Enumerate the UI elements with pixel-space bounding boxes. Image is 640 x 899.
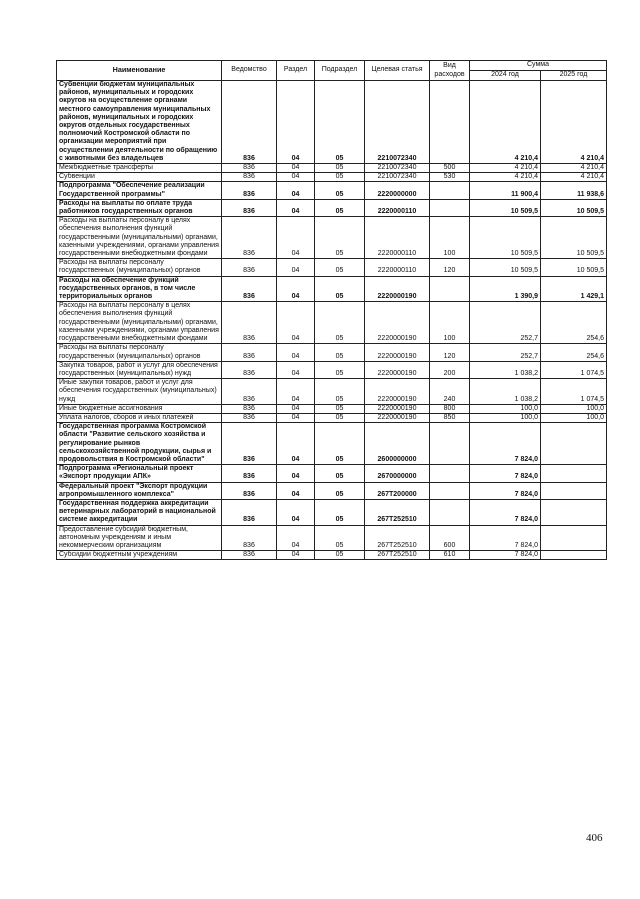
cell-razdel: 04 (277, 164, 315, 173)
cell-razdel: 04 (277, 413, 315, 422)
table-row (57, 465, 607, 482)
cell-vedomstvo: 836 (222, 413, 277, 422)
cell-2025: 1 429,1 (541, 276, 607, 302)
cell-2024: 10 509,5 (470, 217, 541, 259)
table-row (57, 81, 607, 164)
cell-target: 2670000000 (365, 465, 430, 482)
header-target: Целевая статья (365, 61, 430, 81)
cell-target: 267T252510 (365, 551, 430, 560)
cell-razdel: 04 (277, 423, 315, 465)
cell-vedomstvo: 836 (222, 499, 277, 525)
cell-vid: 500 (430, 164, 470, 173)
table-row (57, 199, 607, 216)
cell-podrazdel: 05 (315, 499, 365, 525)
cell-2025: 100,0 (541, 413, 607, 422)
table-row (57, 173, 607, 182)
cell-2024: 7 824,0 (470, 423, 541, 465)
cell-razdel: 04 (277, 465, 315, 482)
header-2025: 2025 год (541, 71, 607, 81)
table-row (57, 259, 607, 276)
cell-name: Субвенции (57, 173, 222, 182)
cell-razdel: 04 (277, 199, 315, 216)
table-row (57, 551, 607, 560)
cell-name: Подпрограмма «Региональный проект «Экспорт продукции АПК» (57, 465, 222, 482)
header-summa: Сумма (470, 61, 607, 71)
cell-target: 2220000000 (365, 182, 430, 199)
cell-vid: 240 (430, 379, 470, 405)
cell-2024: 100,0 (470, 404, 541, 413)
cell-vid (430, 465, 470, 482)
cell-name: Расходы на выплаты по оплате труда работников государственных органов (57, 199, 222, 216)
cell-2025: 254,6 (541, 344, 607, 361)
table-body (57, 81, 607, 560)
cell-2025: 4 210,4 (541, 173, 607, 182)
cell-target: 2220000110 (365, 199, 430, 216)
cell-target: 267T200000 (365, 482, 430, 499)
cell-target: 2600000000 (365, 423, 430, 465)
cell-target: 2220000190 (365, 302, 430, 344)
cell-2024: 4 210,4 (470, 164, 541, 173)
cell-vid (430, 499, 470, 525)
cell-vid (430, 276, 470, 302)
table-row (57, 361, 607, 378)
cell-target: 2220000110 (365, 259, 430, 276)
cell-podrazdel: 05 (315, 217, 365, 259)
cell-2024: 7 824,0 (470, 499, 541, 525)
cell-vedomstvo: 836 (222, 81, 277, 164)
cell-2024: 7 824,0 (470, 482, 541, 499)
cell-name: Федеральный проект "Экспорт продукции агропромышленного комплекса" (57, 482, 222, 499)
cell-vid (430, 482, 470, 499)
table-row (57, 302, 607, 344)
cell-target: 2220000190 (365, 344, 430, 361)
cell-razdel: 04 (277, 344, 315, 361)
cell-2024: 1 038,2 (470, 379, 541, 405)
cell-podrazdel: 05 (315, 276, 365, 302)
table-row (57, 344, 607, 361)
cell-target: 2210072340 (365, 164, 430, 173)
table-row (57, 404, 607, 413)
cell-podrazdel: 05 (315, 423, 365, 465)
cell-name: Расходы на выплаты персоналу государственных (муниципальных) органов (57, 344, 222, 361)
cell-podrazdel: 05 (315, 344, 365, 361)
cell-name: Расходы на выплаты персоналу государственных (муниципальных) органов (57, 259, 222, 276)
cell-podrazdel: 05 (315, 182, 365, 199)
cell-vid (430, 81, 470, 164)
cell-target: 2220000110 (365, 217, 430, 259)
cell-name: Иные бюджетные ассигнования (57, 404, 222, 413)
cell-vid: 200 (430, 361, 470, 378)
cell-2025 (541, 423, 607, 465)
cell-vedomstvo: 836 (222, 404, 277, 413)
cell-2025 (541, 465, 607, 482)
cell-vedomstvo: 836 (222, 525, 277, 551)
cell-razdel: 04 (277, 499, 315, 525)
cell-name: Государственная программа Костромской области "Развитие сельского хозяйства и регулирование рынков сельскохозяйственной продукции, сырья и продовольствия в Костромской области" (57, 423, 222, 465)
cell-2024: 1 390,9 (470, 276, 541, 302)
cell-2025: 1 074,5 (541, 379, 607, 405)
cell-vedomstvo: 836 (222, 465, 277, 482)
table-row (57, 276, 607, 302)
cell-2024: 11 900,4 (470, 182, 541, 199)
table-row (57, 499, 607, 525)
table-row (57, 423, 607, 465)
cell-2025: 100,0 (541, 404, 607, 413)
cell-name: Предоставление субсидий бюджетным, автономным учреждениям и иным некоммерческим организациям (57, 525, 222, 551)
table-row (57, 164, 607, 173)
cell-vid: 530 (430, 173, 470, 182)
cell-2025: 4 210,4 (541, 81, 607, 164)
cell-2025: 10 509,5 (541, 199, 607, 216)
cell-vedomstvo: 836 (222, 302, 277, 344)
cell-name: Субвенции бюджетам муниципальных районов, муниципальных и городских округов на осуществление органами местного самоуправления муниципальных районов, муниципальных и городских округов отдельных государственных полномочий Костромской области по организации мероприятий при осуществлении деятельности по обращению с животными без владельцев (57, 81, 222, 164)
cell-2024: 7 824,0 (470, 551, 541, 560)
table-row (57, 182, 607, 199)
cell-target: 2210072340 (365, 81, 430, 164)
cell-razdel: 04 (277, 276, 315, 302)
cell-razdel: 04 (277, 361, 315, 378)
cell-podrazdel: 05 (315, 199, 365, 216)
cell-2025: 10 509,5 (541, 217, 607, 259)
cell-vedomstvo: 836 (222, 217, 277, 259)
cell-name: Уплата налогов, сборов и иных платежей (57, 413, 222, 422)
cell-vid: 610 (430, 551, 470, 560)
cell-podrazdel: 05 (315, 379, 365, 405)
table-row (57, 217, 607, 259)
cell-2025: 254,6 (541, 302, 607, 344)
cell-vedomstvo: 836 (222, 361, 277, 378)
cell-vedomstvo: 836 (222, 259, 277, 276)
cell-2024: 252,7 (470, 344, 541, 361)
table-header (57, 61, 607, 81)
cell-razdel: 04 (277, 551, 315, 560)
header-vedomstvo: Ведомство (222, 61, 277, 81)
budget-table (56, 60, 607, 560)
cell-2025 (541, 525, 607, 551)
cell-podrazdel: 05 (315, 404, 365, 413)
cell-2024: 4 210,4 (470, 81, 541, 164)
cell-vid (430, 199, 470, 216)
cell-vid: 100 (430, 217, 470, 259)
cell-2025: 1 074,5 (541, 361, 607, 378)
cell-vedomstvo: 836 (222, 199, 277, 216)
page-number: 406 (586, 832, 603, 844)
cell-podrazdel: 05 (315, 525, 365, 551)
cell-2025: 4 210,4 (541, 164, 607, 173)
cell-vedomstvo: 836 (222, 164, 277, 173)
cell-2024: 4 210,4 (470, 173, 541, 182)
cell-name: Расходы на выплаты персоналу в целях обеспечения выполнения функций государственными (муниципальными) органами, казенными учреждениями, органами управления государственными внебюджетными фондами (57, 217, 222, 259)
cell-vid: 100 (430, 302, 470, 344)
cell-razdel: 04 (277, 259, 315, 276)
cell-razdel: 04 (277, 81, 315, 164)
table-row (57, 482, 607, 499)
cell-2024: 10 509,5 (470, 259, 541, 276)
cell-podrazdel: 05 (315, 361, 365, 378)
cell-vedomstvo: 836 (222, 482, 277, 499)
cell-vid (430, 423, 470, 465)
cell-target: 2220000190 (365, 276, 430, 302)
cell-vid: 800 (430, 404, 470, 413)
cell-razdel: 04 (277, 173, 315, 182)
table-row (57, 413, 607, 422)
cell-2024: 1 038,2 (470, 361, 541, 378)
cell-vid: 600 (430, 525, 470, 551)
cell-2025 (541, 551, 607, 560)
cell-name: Иные закупки товаров, работ и услуг для обеспечения государственных (муниципальных) нужд (57, 379, 222, 405)
cell-target: 267T252510 (365, 525, 430, 551)
cell-2025 (541, 499, 607, 525)
cell-razdel: 04 (277, 404, 315, 413)
cell-podrazdel: 05 (315, 413, 365, 422)
header-vid: Вид расходов (430, 61, 470, 81)
cell-podrazdel: 05 (315, 482, 365, 499)
cell-vedomstvo: 836 (222, 276, 277, 302)
cell-target: 2220000190 (365, 361, 430, 378)
cell-vid (430, 182, 470, 199)
cell-target: 2220000190 (365, 413, 430, 422)
cell-name: Межбюджетные трансферты (57, 164, 222, 173)
cell-target: 2220000190 (365, 404, 430, 413)
cell-target: 267T252510 (365, 499, 430, 525)
cell-name: Расходы на обеспечение функций государственных органов, в том числе территориальных органов (57, 276, 222, 302)
cell-vid: 120 (430, 344, 470, 361)
cell-target: 2220000190 (365, 379, 430, 405)
cell-podrazdel: 05 (315, 465, 365, 482)
cell-2024: 7 824,0 (470, 525, 541, 551)
header-razdel: Раздел (277, 61, 315, 81)
cell-vedomstvo: 836 (222, 551, 277, 560)
cell-name: Закупка товаров, работ и услуг для обеспечения государственных (муниципальных) нужд (57, 361, 222, 378)
cell-vedomstvo: 836 (222, 379, 277, 405)
cell-vid: 850 (430, 413, 470, 422)
cell-2024: 100,0 (470, 413, 541, 422)
cell-podrazdel: 05 (315, 302, 365, 344)
cell-2024: 10 509,5 (470, 199, 541, 216)
cell-razdel: 04 (277, 302, 315, 344)
cell-name: Государственная поддержка аккредитации ветеринарных лабораторий в национальной системе аккредитации (57, 499, 222, 525)
cell-2024: 7 824,0 (470, 465, 541, 482)
cell-vedomstvo: 836 (222, 423, 277, 465)
cell-2025 (541, 482, 607, 499)
cell-name: Расходы на выплаты персоналу в целях обеспечения выполнения функций государственными (муниципальными) органами, казенными учреждениями, органами управления государственными внебюджетными фондами (57, 302, 222, 344)
cell-target: 2210072340 (365, 173, 430, 182)
cell-vedomstvo: 836 (222, 173, 277, 182)
header-podrazdel: Подраздел (315, 61, 365, 81)
cell-podrazdel: 05 (315, 551, 365, 560)
cell-vedomstvo: 836 (222, 182, 277, 199)
cell-2025: 10 509,5 (541, 259, 607, 276)
table-row (57, 525, 607, 551)
header-name: Наименование (57, 61, 222, 81)
cell-podrazdel: 05 (315, 164, 365, 173)
cell-razdel: 04 (277, 525, 315, 551)
cell-razdel: 04 (277, 182, 315, 199)
cell-podrazdel: 05 (315, 259, 365, 276)
header-2024: 2024 год (470, 71, 541, 81)
cell-podrazdel: 05 (315, 173, 365, 182)
cell-2024: 252,7 (470, 302, 541, 344)
cell-podrazdel: 05 (315, 81, 365, 164)
cell-2025: 11 938,6 (541, 182, 607, 199)
table-row (57, 379, 607, 405)
cell-name: Подпрограмма "Обеспечение реализации Государственной программы" (57, 182, 222, 199)
cell-razdel: 04 (277, 379, 315, 405)
cell-razdel: 04 (277, 217, 315, 259)
cell-vid: 120 (430, 259, 470, 276)
cell-razdel: 04 (277, 482, 315, 499)
cell-name: Субсидии бюджетным учреждениям (57, 551, 222, 560)
cell-vedomstvo: 836 (222, 344, 277, 361)
